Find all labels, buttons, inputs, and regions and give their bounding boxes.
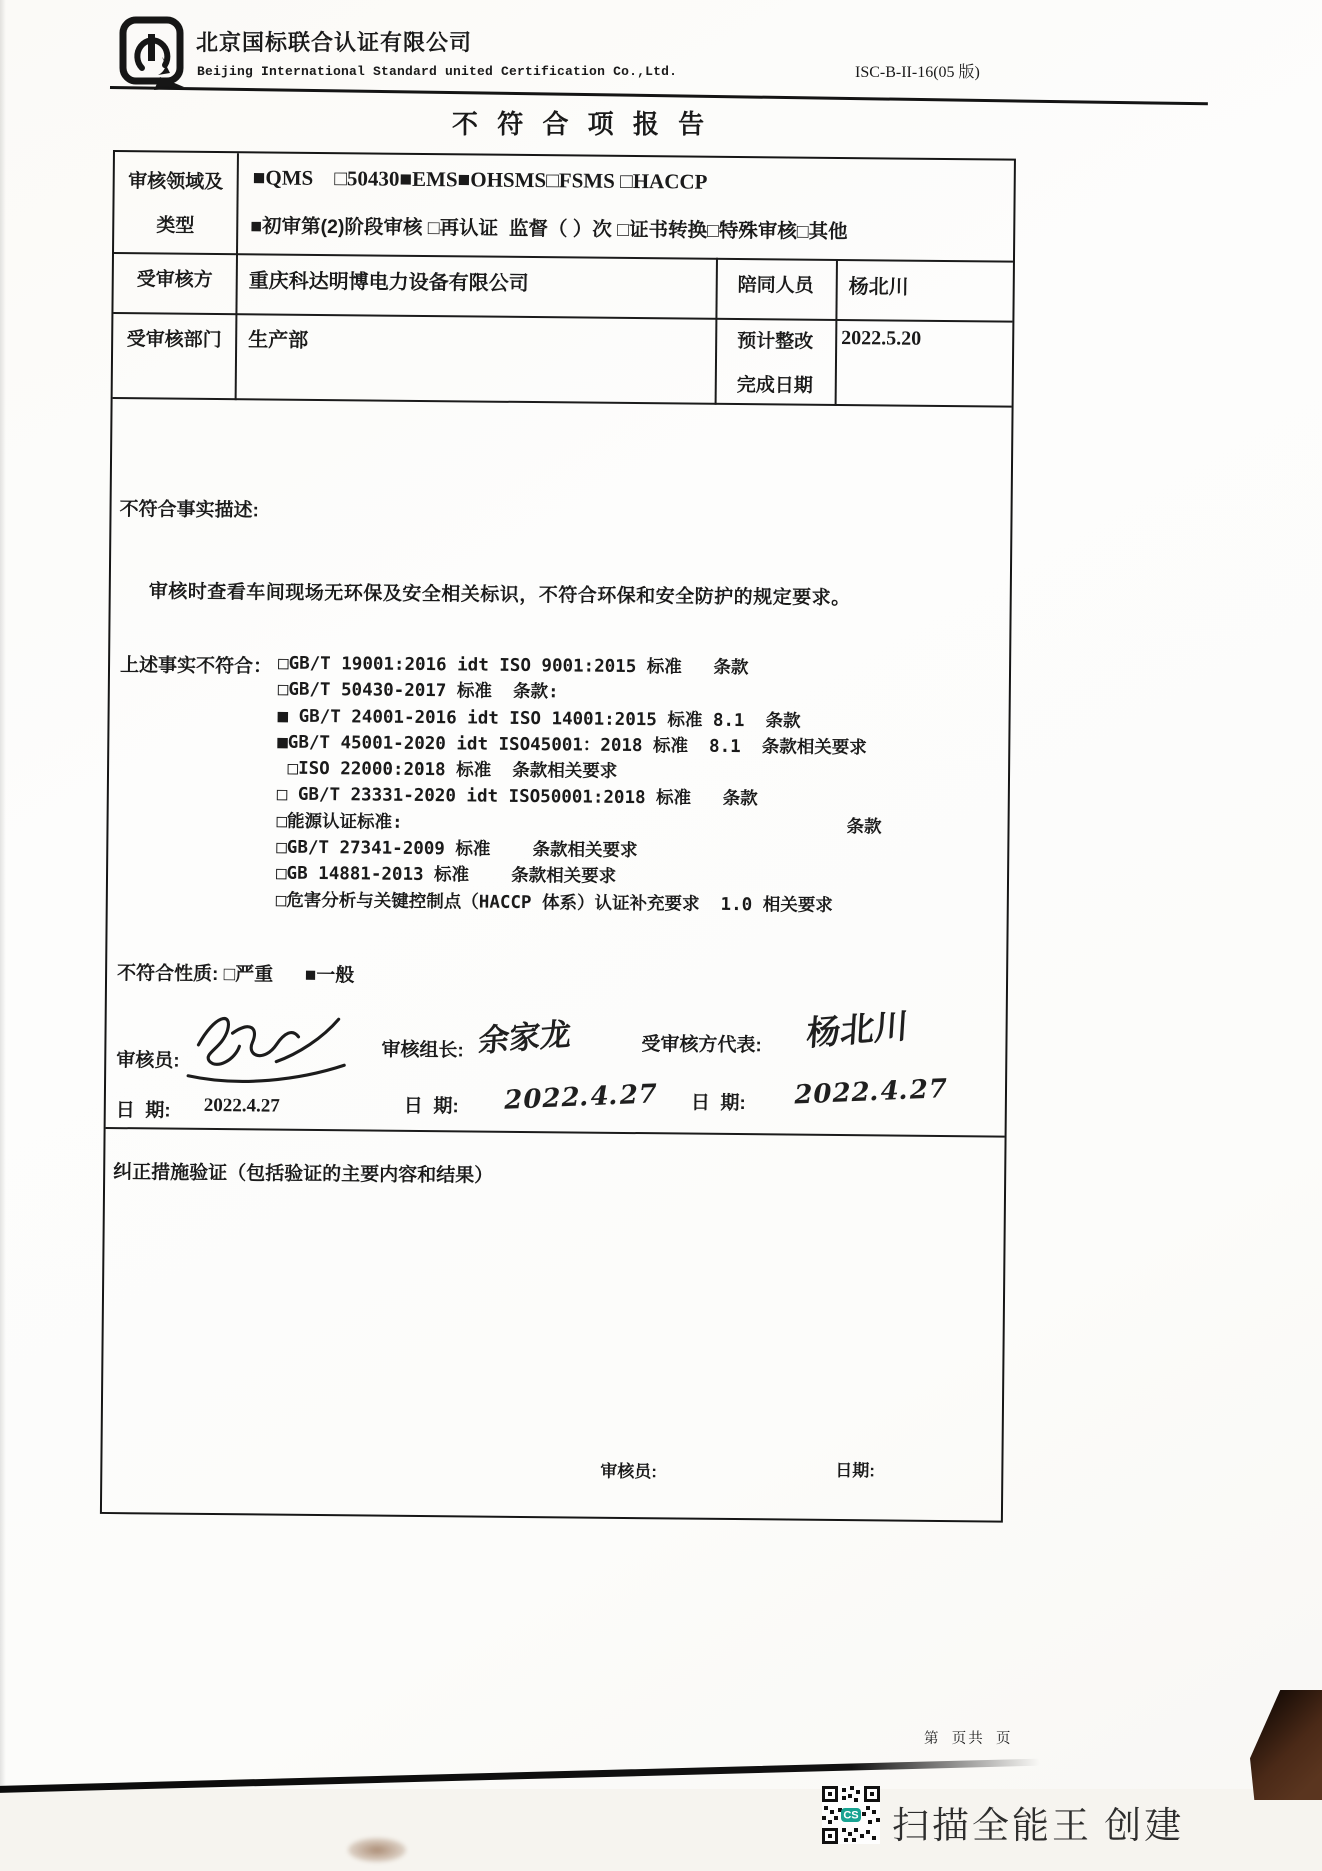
verification-label: 纠正措施验证（包括验证的主要内容和结果） (113, 1162, 494, 1187)
finding-desc-label: 不符合事实描述: (119, 499, 259, 522)
company-name-en: Beijing International Standard united Certification Co.,Ltd. (197, 64, 678, 79)
verification-date-label: 日期: (835, 1460, 876, 1481)
standard-option: ■GB/T 45001-2020 idt ISO45001：2018 标准 8.1 条款相关要求 (277, 732, 867, 759)
scan-edge-line (0, 1759, 1040, 1793)
due-label-line2: 完成日期 (736, 374, 813, 397)
page-number-footer: 第 页共 页 (924, 1731, 1013, 1747)
standards-list (276, 651, 1018, 921)
finding-desc-text: 审核时查看车间现场无环保及安全相关标识，不符合环保和安全防护的规定要求。 (148, 581, 851, 610)
svg-text:CS: CS (843, 1809, 859, 1822)
dept-name: 生产部 (248, 329, 309, 352)
audit-scope-options: ■QMS □50430■EMS■OHSMS□FSMS □HACCP (252, 165, 708, 194)
standard-option: □危害分析与关键控制点（HACCP 体系）认证补充要求 1.0 相关要求 (275, 890, 833, 916)
table-line (106, 1127, 1005, 1138)
standard-option: □ISO 22000:2018 标准 条款相关要求 (276, 758, 618, 783)
auditee-rep-date: 2022.4.27 (791, 1073, 951, 1111)
scan-corner-object (1250, 1690, 1322, 1800)
company-name-cn: 北京国标联合认证有限公司 (196, 30, 473, 55)
audit-scope-label-line2: 类型 (156, 215, 195, 237)
nonconformity-nature: 不符合性质: □严重 ■一般 (116, 963, 355, 987)
header-divider (110, 86, 1208, 105)
scan-stain (348, 1838, 406, 1862)
form-code: ISC-B-II-16(05 版) (855, 64, 980, 81)
standard-option: □GB/T 27341-2009 标准 条款相关要求 (276, 837, 638, 862)
qr-code-icon (822, 1786, 880, 1844)
standard-option: ■ GB/T 24001-2016 idt ISO 14001:2015 标准 8.1 条款 (277, 706, 801, 732)
standard-option: □ GB/T 23331-2020 idt ISO50001:2018 标准 条款 (276, 785, 758, 810)
accompany-name: 杨北川 (848, 276, 909, 299)
camscanner-watermark (822, 1786, 880, 1849)
auditee-rep-label: 受审核方代表: (641, 1034, 762, 1057)
watermark-text: 扫描全能王 创建 (892, 1806, 1185, 1847)
auditor-signature (178, 1001, 359, 1095)
audit-scope-label-line1: 审核领域及 (128, 171, 224, 194)
auditee-rep-date-label: 日 期: (690, 1092, 746, 1115)
table-line (114, 252, 1013, 263)
audit-type-options: ■初审第(2)阶段审核 □再认证 监督（ ）次 □证书转换□特殊审核□其他 (250, 215, 848, 244)
auditor-label: 审核员: (116, 1050, 180, 1072)
auditee-rep-signature: 杨北川 (805, 1006, 910, 1055)
standard-option: □GB 14881-2013 标准 条款相关要求 (275, 863, 617, 888)
auditor-date-label: 日 期: (115, 1100, 171, 1122)
lead-auditor-date: 2022.4.27 (501, 1079, 661, 1116)
auditor-date: 2022.4.27 (203, 1094, 280, 1117)
standard-option: □GB/T 19001:2016 idt ISO 9001:2015 标准 条款 (277, 653, 749, 679)
table-line (113, 397, 1012, 408)
lead-auditor-label: 审核组长: (381, 1039, 464, 1062)
standards-intro: 上述事实不符合： (119, 655, 273, 678)
standard-option: □能源认证标准: 条款 (276, 811, 882, 838)
standard-option: □GB/T 50430-2017 标准 条款: (277, 679, 559, 703)
dept-label: 受审核部门 (126, 329, 222, 352)
auditee-name: 重庆科达明博电力设备有限公司 (248, 270, 529, 295)
due-label-line1: 预计整改 (737, 331, 814, 353)
lead-auditor-date-label: 日 期: (403, 1095, 459, 1118)
lead-auditor-signature: 余家龙 (477, 1016, 573, 1060)
verification-auditor-label: 审核员: (600, 1461, 658, 1482)
audit-form-table (100, 150, 1016, 1523)
accompany-label: 陪同人员 (737, 275, 814, 297)
due-date: 2022.5.20 (841, 326, 922, 350)
table-line (113, 312, 1012, 323)
page-title: 不 符 合 项 报 告 (452, 109, 711, 139)
company-logo (118, 13, 188, 91)
auditee-label: 受审核方 (136, 269, 213, 291)
